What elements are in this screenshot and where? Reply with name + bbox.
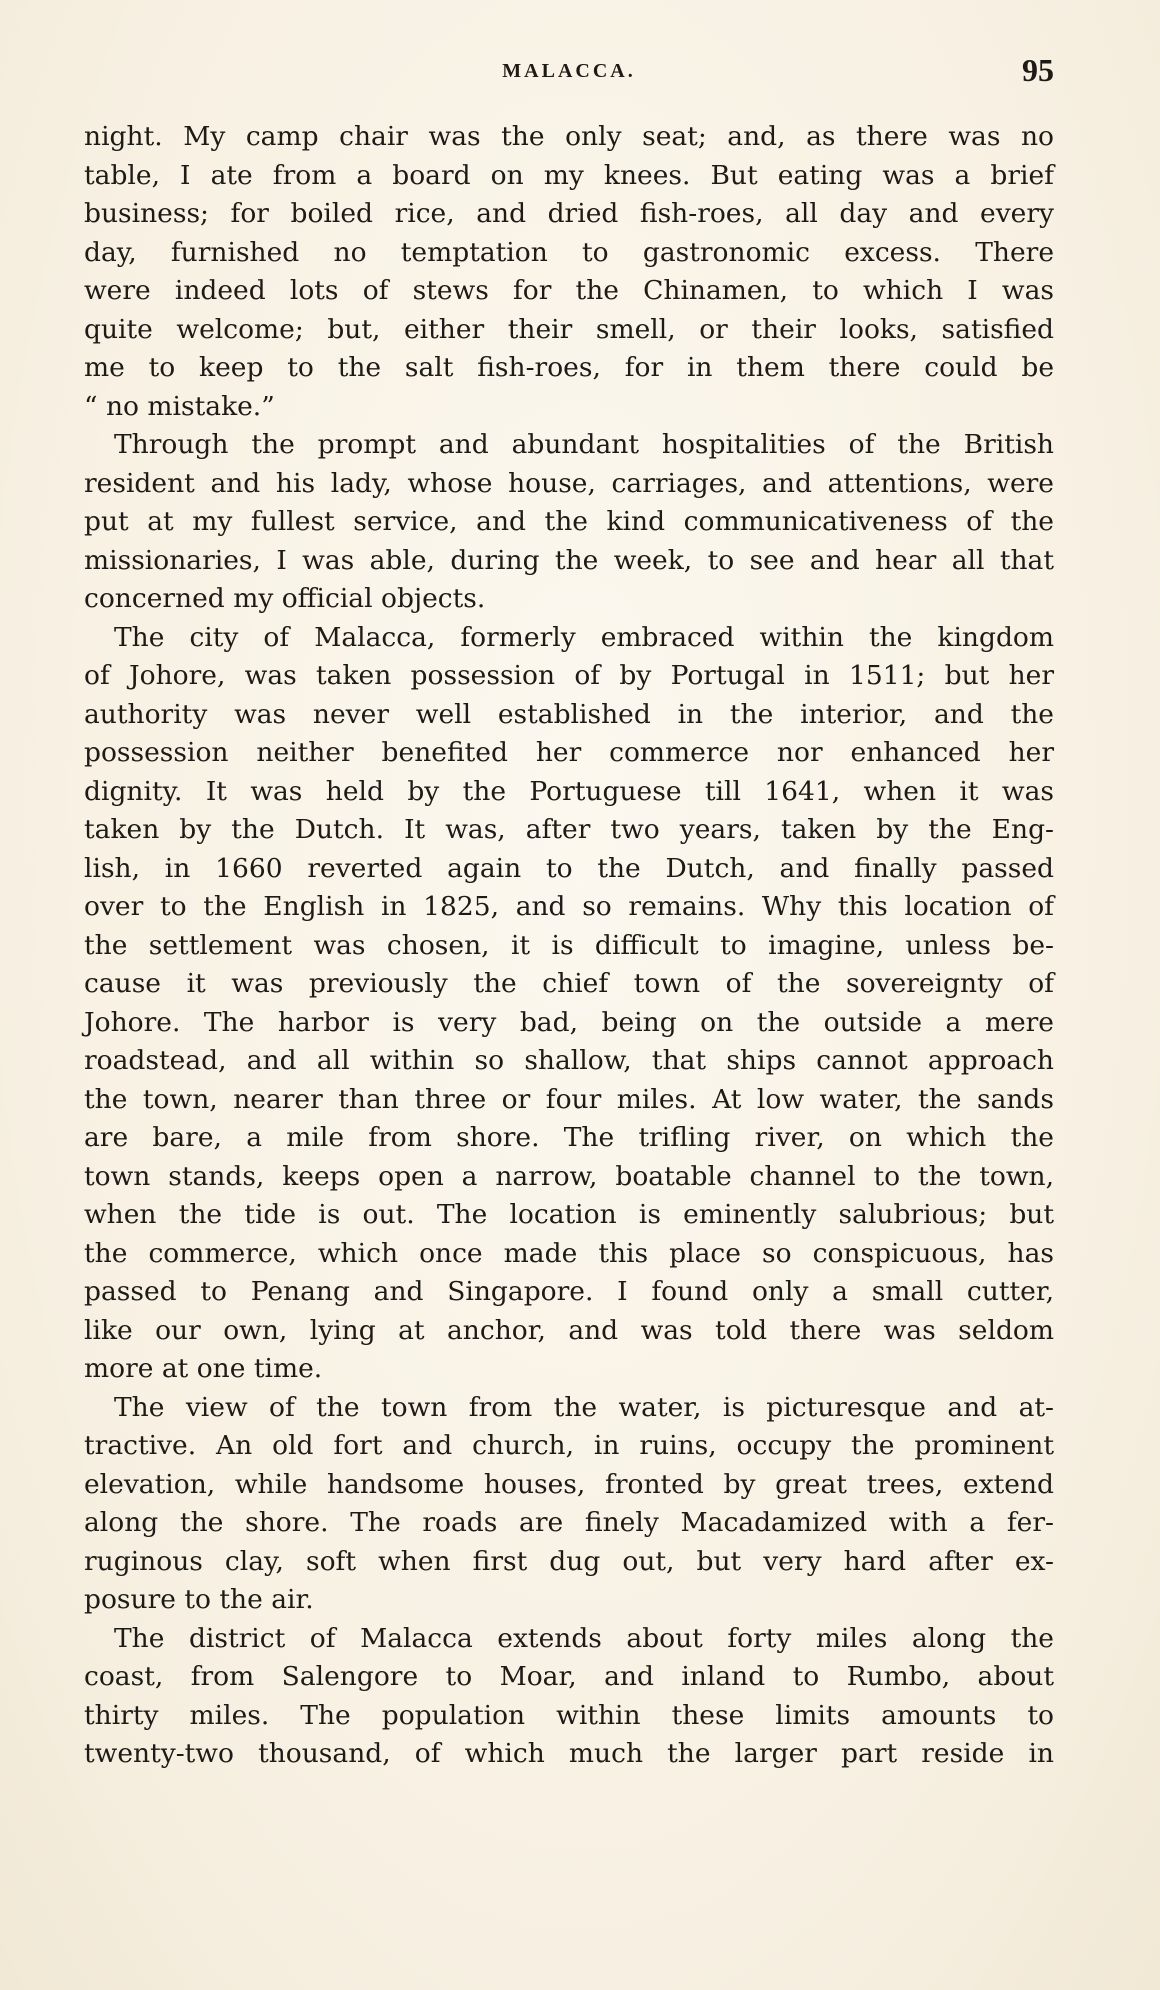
text-line: ruginous clay, soft when first dug out, but very hard after ex- [84,1545,1054,1577]
text-line: thirty miles. The population within these limits amounts to [84,1699,1054,1731]
text-line: when the tide is out. The location is eminently salubrious; but [84,1199,1054,1230]
text-line: the town, nearer than three or four miles. At low water, the sands [84,1083,1054,1115]
paragraph-start-line: Through the prompt and abundant hospitalities of the British [114,429,1054,460]
text-line: “ no mistake.” [84,390,275,422]
text-line: dignity. It was held by the Portuguese till 1641, when it was [84,775,1054,807]
text-line: were indeed lots of stews for the Chinamen, to which I was [84,275,1054,306]
text-line: tractive. An old fort and church, in ruins, occupy the prominent [84,1430,1054,1461]
text-line: along the shore. The roads are finely Macadamized with a fer- [84,1507,1054,1538]
text-line: elevation, while handsome houses, fronted by great trees, extend [84,1468,1054,1500]
running-head [84,52,1054,92]
text-line: posure to the air. [84,1584,314,1615]
text-line: night. My camp chair was the only seat; and, as there was no [84,121,1054,152]
text-line: lish, in 1660 reverted again to the Dutch, and finally passed [84,852,1054,884]
text-line: quite welcome; but, either their smell, or their looks, satisfied [84,313,1054,345]
paragraph-start-line: The district of Malacca extends about forty miles along the [114,1622,1054,1654]
text-line: the commerce, which once made this place so conspicuous, has [84,1237,1054,1269]
text-line: concerned my official objects. [84,583,486,614]
text-line: cause it was previously the chief town of the sovereignty of [84,968,1054,999]
text-line: business; for boiled rice, and dried fish-roes, all day and every [84,198,1054,229]
text-line: day, furnished no temptation to gastronomic excess. There [84,236,1054,268]
text-line: missionaries, I was able, during the week, to see and hear all that [84,544,1054,576]
text-line: of Johore, was taken possession of by Portugal in 1511; but her [84,660,1054,691]
text-line: more at one time. [84,1353,323,1384]
text-line: put at my fullest service, and the kind communicativeness of the [84,506,1054,537]
paragraph-start-line: The city of Malacca, formerly embraced within the kingdom [114,621,1054,653]
text-line: the settlement was chosen, it is difficult to imagine, unless be- [84,929,1054,961]
text-line: roadstead, and all within so shallow, that ships cannot approach [84,1045,1054,1076]
text-line: coast, from Salengore to Moar, and inland to Rumbo, about [84,1661,1054,1692]
text-line: table, I ate from a board on my knees. But eating was a brief [84,159,1054,191]
text-line: authority was never well established in the interior, and the [84,698,1054,730]
text-line: taken by the Dutch. It was, after two years, taken by the Eng- [84,814,1054,845]
text-line: passed to Penang and Singapore. I found only a small cutter, [84,1276,1054,1307]
text-line: me to keep to the salt fish-roes, for in them there could be [84,352,1054,383]
body-text [84,118,1054,1774]
text-line: like our own, lying at anchor, and was told there was seldom [84,1314,1054,1346]
text-line: Johore. The harbor is very bad, being on the outside a mere [84,1006,1054,1038]
text-line: possession neither benefited her commerce nor enhanced her [84,737,1054,768]
text-line: resident and his lady, whose house, carriages, and attentions, were [84,467,1054,499]
text-line: twenty-two thousand, of which much the larger part reside in [84,1738,1054,1769]
text-line: town stands, keeps open a narrow, boatable channel to the town, [84,1160,1054,1192]
page-number: 95 [1022,52,1054,88]
text-line: over to the English in 1825, and so remains. Why this location of [84,891,1054,922]
running-title: MALACCA. [502,60,636,82]
paragraph-start-line: The view of the town from the water, is picturesque and at- [114,1391,1054,1423]
text-line: are bare, a mile from shore. The trifling river, on which the [84,1122,1054,1153]
